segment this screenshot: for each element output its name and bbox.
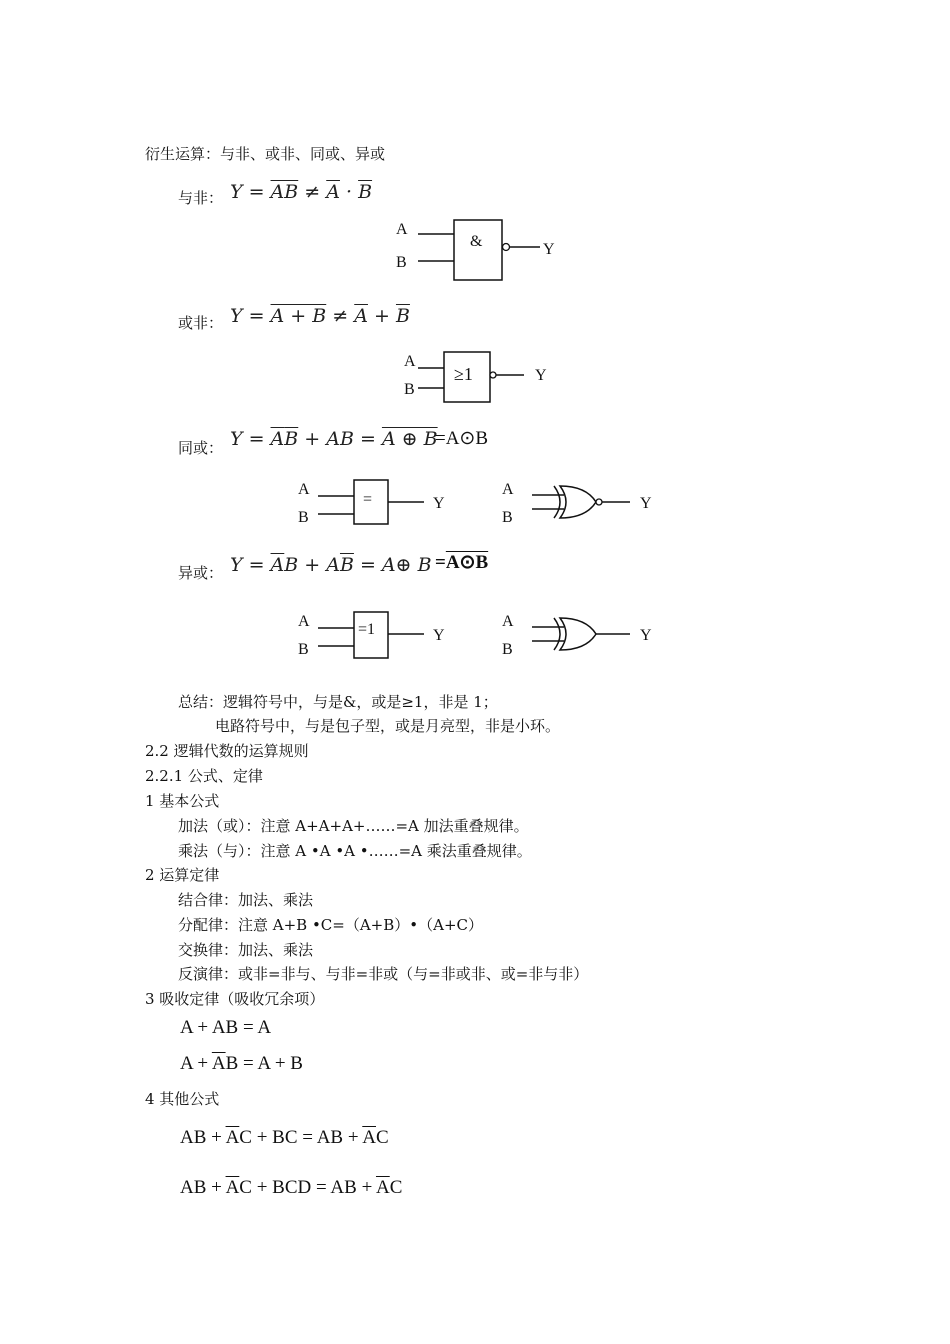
summary-line-2: 电路符号中，与是包子型，或是月亮型，非是小环。 (215, 717, 561, 735)
law-commutative: 交换律：加法、乘法 (178, 941, 314, 959)
laws-title: 2 运算定律 (145, 866, 220, 884)
xnor-label: 同或： (178, 439, 224, 457)
xor-circ-output-y: Y (640, 627, 652, 644)
nor-label: 或非： (178, 314, 224, 332)
other-formula-1: AB + $\overline{A}C$ + BC = AB + $\overline{A}C$ (180, 1127, 389, 1148)
xnor-sym-input-a: A (298, 481, 310, 498)
absorption-formula-2: $A + \overline{A}B = A + B$ (180, 1053, 303, 1074)
other-formulas-title: 4 其他公式 (145, 1090, 220, 1108)
xor-circuit-symbol (500, 610, 670, 670)
law-distributive: 分配律：注意 A+B •C=（A+B）•（A+C） (178, 916, 484, 934)
nand-input-b: B (396, 254, 407, 271)
xor-formula: $Y = \overline{A}B + A\overline{B}$ = A⊕ B (230, 554, 432, 576)
section-2-2-heading: 2.2 逻辑代数的运算规则 (145, 742, 309, 760)
xor-formula-tail: =A⊙B (435, 552, 489, 573)
nor-formula: $Y = A + B \ne \overline{A} + \overline{B}$ (230, 305, 410, 327)
xor-sym-input-b: B (298, 641, 309, 658)
nand-label: 与非： (178, 189, 224, 207)
other-formula-2: AB + $\overline{A}C$ + BCD = AB + $\overline{A}C$ (180, 1177, 403, 1198)
xnor-gate-symbol: = (363, 491, 373, 508)
nand-formula: $Y = \overline{AB} \ne \overline{A} \cdot \overline{B}$ (230, 181, 373, 203)
xor-logic-symbol (296, 610, 466, 670)
xnor-formula: $Y = \overline{A}\overline{B}$ + AB = A ⊕ B (230, 428, 438, 450)
xnor-circ-input-b: B (502, 509, 513, 526)
basic-formulas-title: 1 基本公式 (145, 792, 220, 810)
nor-gate-symbol: ≥1 (454, 364, 473, 384)
xor-label: 异或： (178, 564, 224, 582)
law-associative: 结合律：加法、乘法 (178, 891, 314, 909)
xor-circ-input-b: B (502, 641, 513, 658)
nand-gate-symbol: & (470, 233, 483, 250)
nand-input-a: A (396, 221, 408, 238)
xor-sym-output-y: Y (433, 627, 445, 644)
summary-line-1: 总结：逻辑符号中，与是&，或是≥1，非是 1； (178, 693, 498, 711)
nor-gate-diagram (400, 350, 570, 410)
nor-input-b: B (404, 381, 415, 398)
xnor-circuit-symbol (500, 478, 670, 538)
basic-mul-line: 乘法（与）：注意 A •A •A •……=A 乘法重叠规律。 (178, 842, 532, 860)
section-2-2-1-heading: 2.2.1 公式、定律 (145, 767, 263, 785)
xor-sym-input-a: A (298, 613, 310, 630)
xor-circ-input-a: A (502, 613, 514, 630)
nor-output-y: Y (535, 367, 547, 384)
xnor-circ-output-y: Y (640, 495, 652, 512)
xnor-sym-input-b: B (298, 509, 309, 526)
nand-gate-diagram (390, 218, 570, 288)
xnor-sym-output-y: Y (433, 495, 445, 512)
nor-input-a: A (404, 353, 416, 370)
absorption-formula-1: A + AB = A (180, 1017, 272, 1038)
derived-ops-heading: 衍生运算：与非、或非、同或、异或 (145, 145, 386, 163)
xnor-formula-tail: =A⊙B (435, 428, 489, 449)
nand-output-y: Y (543, 241, 555, 258)
basic-add-line: 加法（或）：注意 A+A+A+……=A 加法重叠规律。 (178, 817, 529, 835)
xnor-circ-input-a: A (502, 481, 514, 498)
law-demorgan: 反演律：或非=非与、与非=非或（与=非或非、或=非与非） (178, 965, 589, 983)
xnor-logic-symbol (296, 478, 466, 538)
absorption-title: 3 吸收定律（吸收冗余项） (145, 990, 325, 1008)
xor-gate-symbol: =1 (358, 621, 376, 638)
